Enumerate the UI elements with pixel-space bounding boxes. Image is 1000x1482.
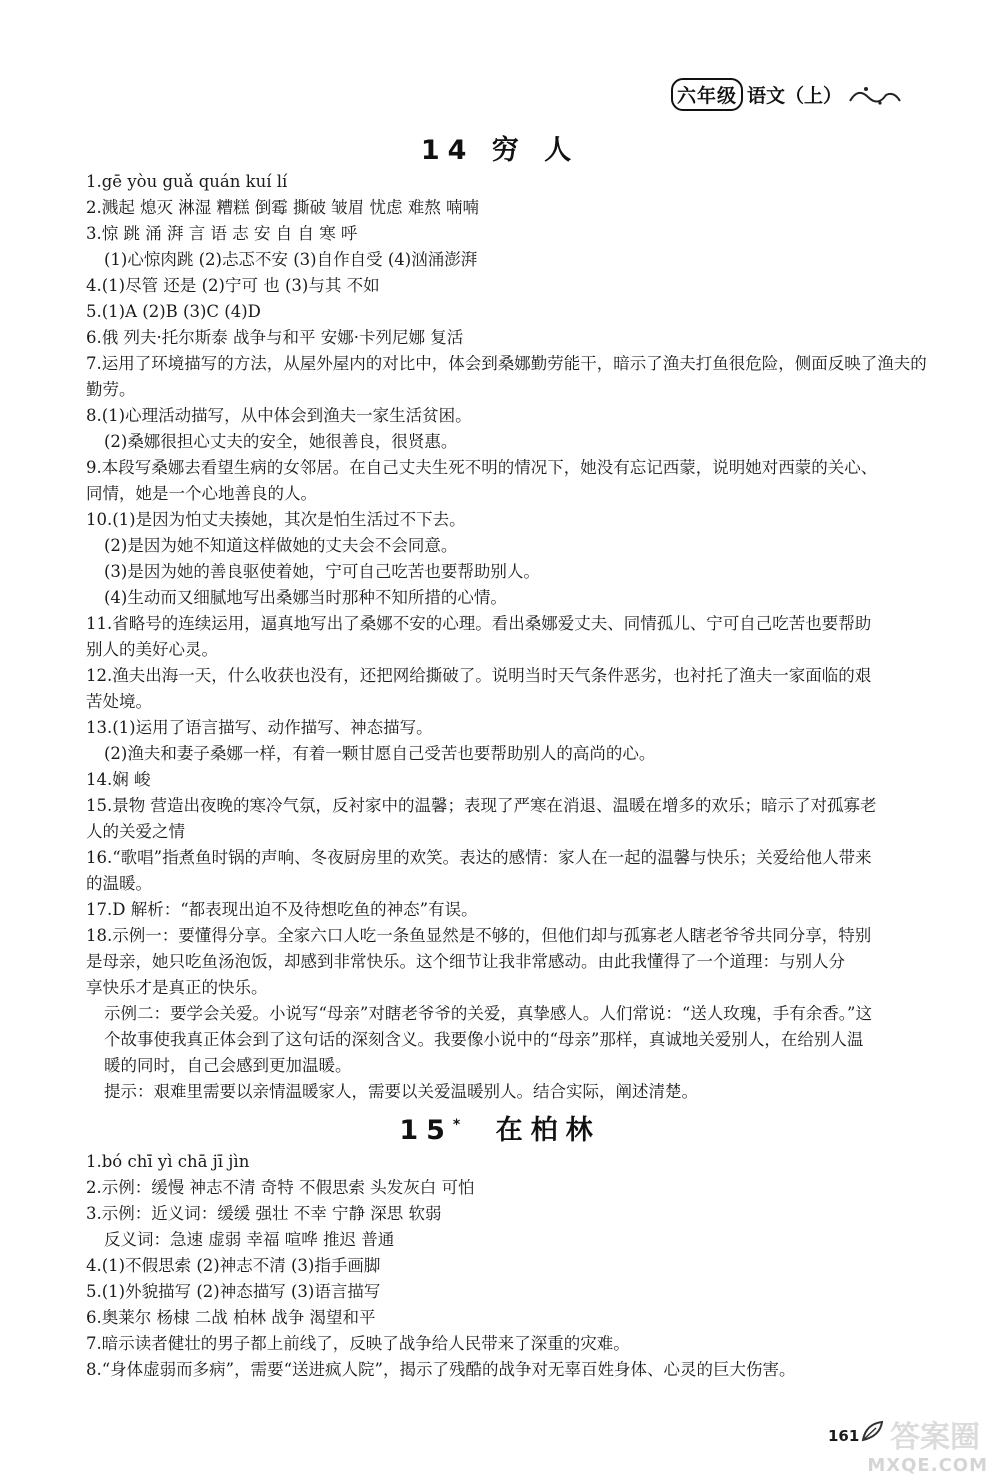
answer-line: 15.景物 营造出夜晚的寒冷气氛，反衬家中的温馨；表现了严寒在消退、温暖在增多的欢乐；暗示了对孤寡老 [86,796,877,815]
answer-line: 勤劳。 [86,380,136,399]
answer-line: 3.惊 跳 涌 湃 言 语 志 安 自 自 寒 呼 [86,224,358,243]
answer-line: 18.示例一：要懂得分享。全家六口人吃一条鱼显然是不够的，但他们却与孤寡老人瞎老爷爷共同分享，特别 [86,926,872,945]
answer-line: 的温暖。 [86,874,152,893]
answer-line: 4.(1)不假思索 (2)神志不清 (3)指手画脚 [86,1256,381,1275]
answer-line: 示例二：要学会关爱。小说写“母亲”对瞎老爷爷的关爱，真挚感人。人们常说：“送人玫瑰，手有余香。”这 [104,1004,872,1023]
section-15-number: 15 [399,1115,453,1146]
page-number: 161 [828,1427,860,1445]
answer-line: 14.娴 峻 [86,770,151,789]
answer-line: 5.(1)外貌描写 (2)神态描写 (3)语言描写 [86,1282,381,1301]
answer-line: 10.(1)是因为怕丈夫揍她，其次是怕生活过不下去。 [86,510,466,529]
section-15-name: 在柏林 [495,1115,601,1146]
answer-line: 别人的美好心灵。 [86,640,218,659]
answer-line: 8.(1)心理活动描写，从中体会到渔夫一家生活贫困。 [86,406,472,425]
answer-line: 12.渔夫出海一天，什么收获也没有，还把网给撕破了。说明当时天气条件恶劣，也衬托了渔夫一家面临的艰 [86,666,872,685]
answer-line: 1.gē yòu guǎ quán kuí lí [86,172,288,191]
optional-lesson-mark: * [452,1117,461,1133]
answer-line: 13.(1)运用了语言描写、动作描写、神态描写。 [86,718,433,737]
watermark-url: MXQE.COM [867,1455,988,1476]
answer-line: 7.暗示读者健壮的男子都上前线了，反映了战争给人民带来了深重的灾难。 [86,1334,630,1353]
answer-line: 人的关爱之情 [86,822,185,841]
watermark-logo-text: 答案圈 [890,1420,980,1455]
answer-line: 3.示例：近义词：缓缓 强壮 不幸 宁静 深思 软弱 [86,1204,442,1223]
answer-line: 反义词：急速 虚弱 幸福 喧哗 推迟 普通 [104,1230,395,1249]
section-14-title: 14 穷 人 [420,135,580,166]
answer-line: 6.奥莱尔 杨棣 二战 柏林 战争 渴望和平 [86,1308,376,1327]
answer-line: 4.(1)尽管 还是 (2)宁可 也 (3)与其 不如 [86,276,380,295]
answer-line: 2.示例：缓慢 神志不清 奇特 不假思索 头发灰白 可怕 [86,1178,475,1197]
answer-line: 苦处境。 [86,692,152,711]
answer-line: (4)生动而又细腻地写出桑娜当时那种不知所措的心情。 [104,588,507,607]
decorative-swirl-icon [846,83,902,107]
answer-line: 16.“歌唱”指煮鱼时锅的声响、冬夜厨房里的欢笑。表达的感情：家人在一起的温馨与快乐；关爱给他人带来 [86,848,872,867]
answer-line: 9.本段写桑娜去看望生病的女邻居。在自己丈夫生死不明的情况下，她没有忘记西蒙，说明她对西蒙的关心、 [86,458,878,477]
subject-label: 语文（上） [746,85,842,107]
section-15-title [0,1108,1000,1147]
answer-line: 享快乐才是真正的快乐。 [86,978,268,997]
answer-line: 同情，她是一个心地善良的人。 [86,484,317,503]
answer-line: 1.bó chī yì chā jī jìn [86,1152,250,1171]
answer-line: 提示：艰难里需要以亲情温暖家人，需要以关爱温暖别人。结合实际，阐述清楚。 [104,1082,698,1101]
answer-line: (2)桑娜很担心丈夫的安全，她很善良，很贤惠。 [104,432,458,451]
answer-line: 7.运用了环境描写的方法，从屋外屋内的对比中，体会到桑娜勤劳能干，暗示了渔夫打鱼很危险，侧面反映了渔夫的 [86,354,927,373]
page-header [671,78,902,111]
leaf-decoration-icon [860,1418,886,1444]
answer-line: 6.俄 列夫·托尔斯泰 战争与和平 安娜·卡列尼娜 复活 [86,328,464,347]
answer-line: 暖的同时，自己会感到更加温暖。 [104,1056,352,1075]
answer-line: 17.D 解析：“都表现出迫不及待想吃鱼的神态”有误。 [86,900,478,919]
answer-line: (2)是因为她不知道这样做她的丈夫会不会同意。 [104,536,458,555]
grade-label: 六年级 [671,78,743,111]
answer-line: 2.溅起 熄灭 淋湿 糟糕 倒霉 撕破 皱眉 忧虑 难熬 喃喃 [86,198,479,217]
answer-line: 11.省略号的连续运用，逼真地写出了桑娜不安的心理。看出桑娜爱丈夫、同情孤儿、宁可自己吃苦也要帮助 [86,614,872,633]
answer-line: 8.“身体虚弱而多病”，需要“送进疯人院”，揭示了残酷的战争对无辜百姓身体、心灵的巨大伤害。 [86,1360,796,1379]
answer-line: (1)心惊肉跳 (2)忐忑不安 (3)自作自受 (4)汹涌澎湃 [104,250,478,269]
answer-line: 个故事使我真正体会到了这句话的深刻含义。我要像小说中的“母亲”那样，真诚地关爱别人，在给别人温 [104,1030,864,1049]
answer-line: (2)渔夫和妻子桑娜一样，有着一颗甘愿自己受苦也要帮助别人的高尚的心。 [104,744,656,763]
answer-line: 是母亲，她只吃鱼汤泡饭，却感到非常快乐。这个细节让我非常感动。由此我懂得了一个道理：与别人分 [86,952,845,971]
answer-line: (3)是因为她的善良驱使着她，宁可自己吃苦也要帮助别人。 [104,562,540,581]
site-watermark [867,1406,994,1478]
answer-line: 5.(1)A (2)B (3)C (4)D [86,302,261,321]
